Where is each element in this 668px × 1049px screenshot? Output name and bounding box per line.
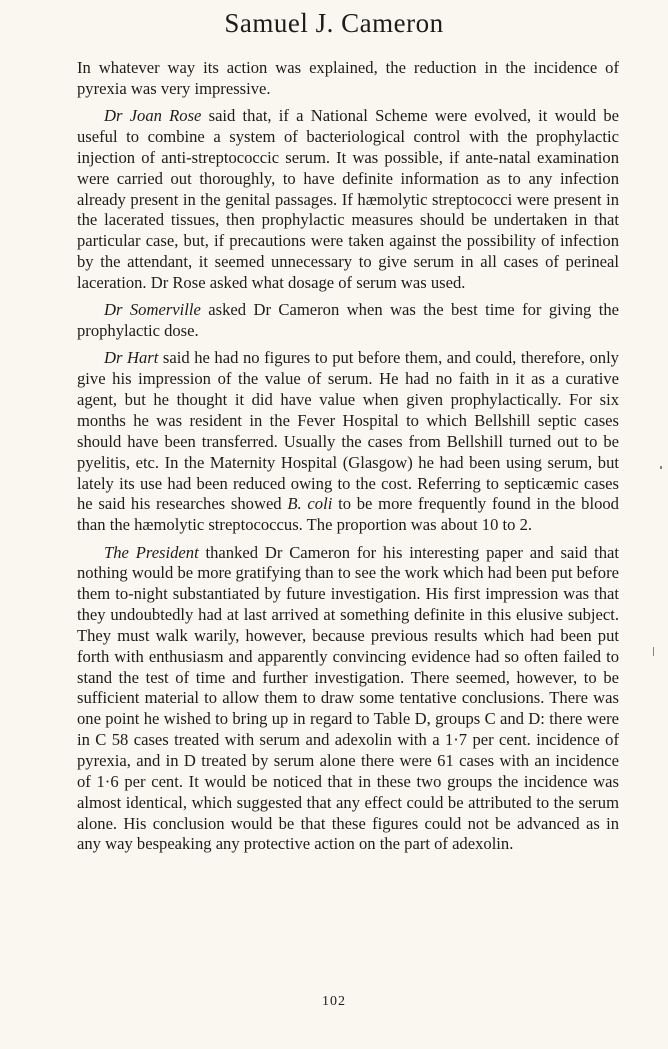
- paragraph-text-continued: to be more frequently found in the blood than the hæmolytic streptococcus. The proportion was about 10 to 2.: [77, 494, 619, 535]
- speaker-name: Dr Somerville: [104, 300, 201, 320]
- paragraph-dr-somerville: [77, 300, 619, 342]
- paragraph-text: asked Dr Cameron when was the best time for giving the prophylactic dose.: [77, 300, 619, 341]
- paragraph-text: In whatever way its action was explained, the reduction in the incidence of pyrexia was very impressive.: [77, 58, 619, 98]
- paragraph-text: said that, if a National Scheme were evolved, it would be useful to combine a system of bacteriological control with the prophylactic injection of anti-streptococcic serum. It was possible, if ante-natal examination were carried out thoroughly, to have definite information as to any infection already present in the genital passages. If hæmolytic streptococci were present in the lacerated tissues, then prophylactic measures should be undertaken in that particular case, but, if precautions were taken against the possibility of infection by the attendant, it seemed unnecessary to give serum in all cases of perineal laceration. Dr Rose asked what dosage of serum was used.: [77, 106, 619, 292]
- paragraph-text: said he had no figures to put before them, and could, therefore, only give his impression of the value of serum. He had no faith in it as a curative agent, but he thought it did have value when given prophylactically. For six months he was resident in the Fever Hospital to which Bellshill septic cases should have been transferred. Usually the cases from Bellshill turned out to be pyelitis, etc. In the Maternity Hospital (Glasgow) he had been using serum, but lately its use had been reduced owing to the cost. Referring to septicæmic cases he said his researches showed: [77, 348, 619, 514]
- paragraph-the-president: [77, 543, 619, 856]
- body-text: [77, 58, 619, 862]
- page-number: 102: [322, 994, 346, 1009]
- speaker-name: The President: [104, 542, 199, 562]
- italic-term: B. coli: [287, 494, 333, 514]
- paragraph-dr-joan-rose: [77, 106, 619, 294]
- paragraph-text: thanked Dr Cameron for his interesting paper and said that nothing would be more gratifying than to see the work which had been put before them to-night substantiated by future investigation. His first impression was that they undoubtedly had at last arrived at something definite in this elusive subject. They must walk warily, however, because previous results which had been put forth with enthusiasm and apparently convincing evidence had so often failed to stand the test of time and further investigation. There seemed, however, to be sufficient material to allow them to draw some tentative conclusions. There was one point he wished to bring up in regard to Table D, groups C and D: there were in C 58 cases treated with serum and adexolin with a 1·7 per cent. incidence of pyrexia, and in D treated by serum alone there were 61 cases with an incidence of 1·6 per cent. It would be noticed that in these two groups the incidence was almost identical, which suggested that any effect could be attributed to the serum alone. His conclusion would be that these figures could not be advanced as in any way bespeaking any protective action on the part of adexolin.: [77, 542, 619, 854]
- paragraph-intro: [77, 58, 619, 100]
- margin-speck: [660, 466, 662, 469]
- running-head: Samuel J. Cameron: [224, 8, 444, 38]
- speaker-name: Dr Joan Rose: [104, 106, 202, 126]
- paragraph-dr-hart: [77, 348, 619, 536]
- speaker-name: Dr Hart: [104, 348, 159, 368]
- margin-speck: [653, 647, 654, 656]
